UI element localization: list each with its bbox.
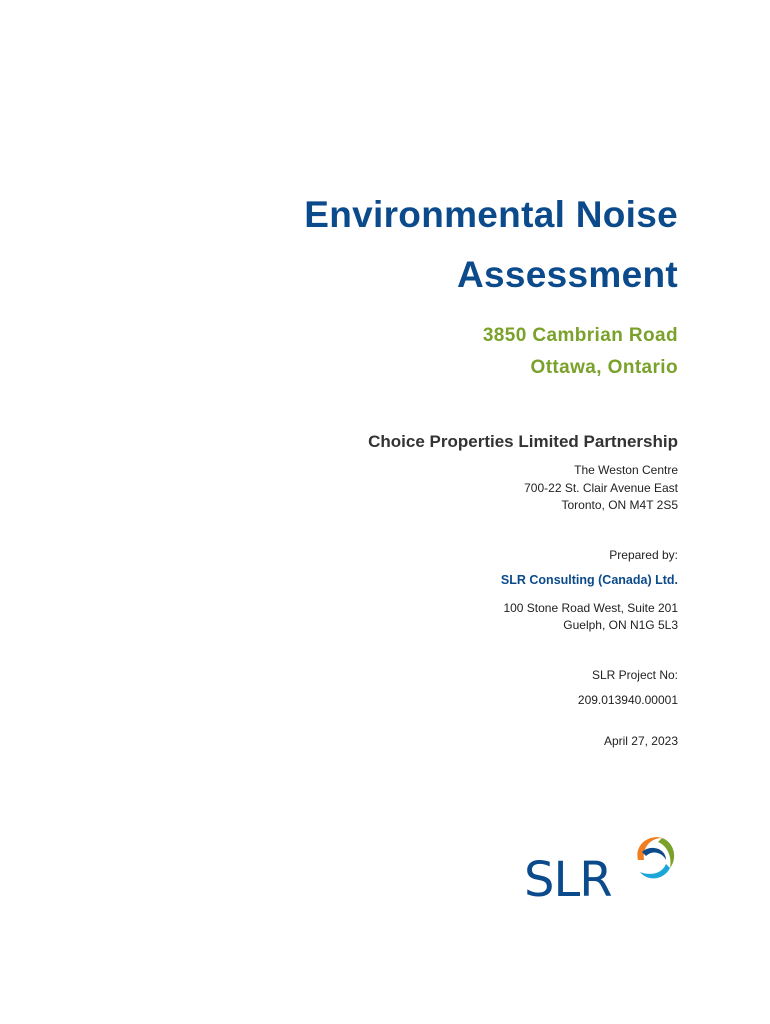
client-address-line-1: The Weston Centre bbox=[574, 463, 678, 477]
report-title-line-2: Assessment bbox=[456, 254, 678, 295]
report-title-line-1: Environmental Noise bbox=[304, 194, 678, 235]
site-city: Ottawa, Ontario bbox=[530, 357, 678, 378]
project-number: 209.013940.00001 bbox=[577, 693, 678, 707]
project-number-label: SLR Project No: bbox=[591, 668, 678, 682]
slr-logo bbox=[524, 830, 684, 915]
consultant-address-line-2: Guelph, ON N1G 5L3 bbox=[563, 618, 678, 632]
slr-logo-swirl-icon bbox=[628, 830, 680, 886]
consultant-name: SLR Consulting (Canada) Ltd. bbox=[500, 573, 678, 587]
slr-logo-text: SLR bbox=[524, 852, 612, 908]
client-address-line-3: Toronto, ON M4T 2S5 bbox=[561, 498, 678, 512]
client-name: Choice Properties Limited Partnership bbox=[368, 432, 678, 451]
report-date: April 27, 2023 bbox=[603, 734, 678, 748]
site-address: 3850 Cambrian Road bbox=[482, 325, 678, 346]
consultant-address-line-1: 100 Stone Road West, Suite 201 bbox=[503, 601, 678, 615]
prepared-by-label: Prepared by: bbox=[609, 548, 678, 562]
client-address-line-2: 700-22 St. Clair Avenue East bbox=[524, 481, 678, 495]
